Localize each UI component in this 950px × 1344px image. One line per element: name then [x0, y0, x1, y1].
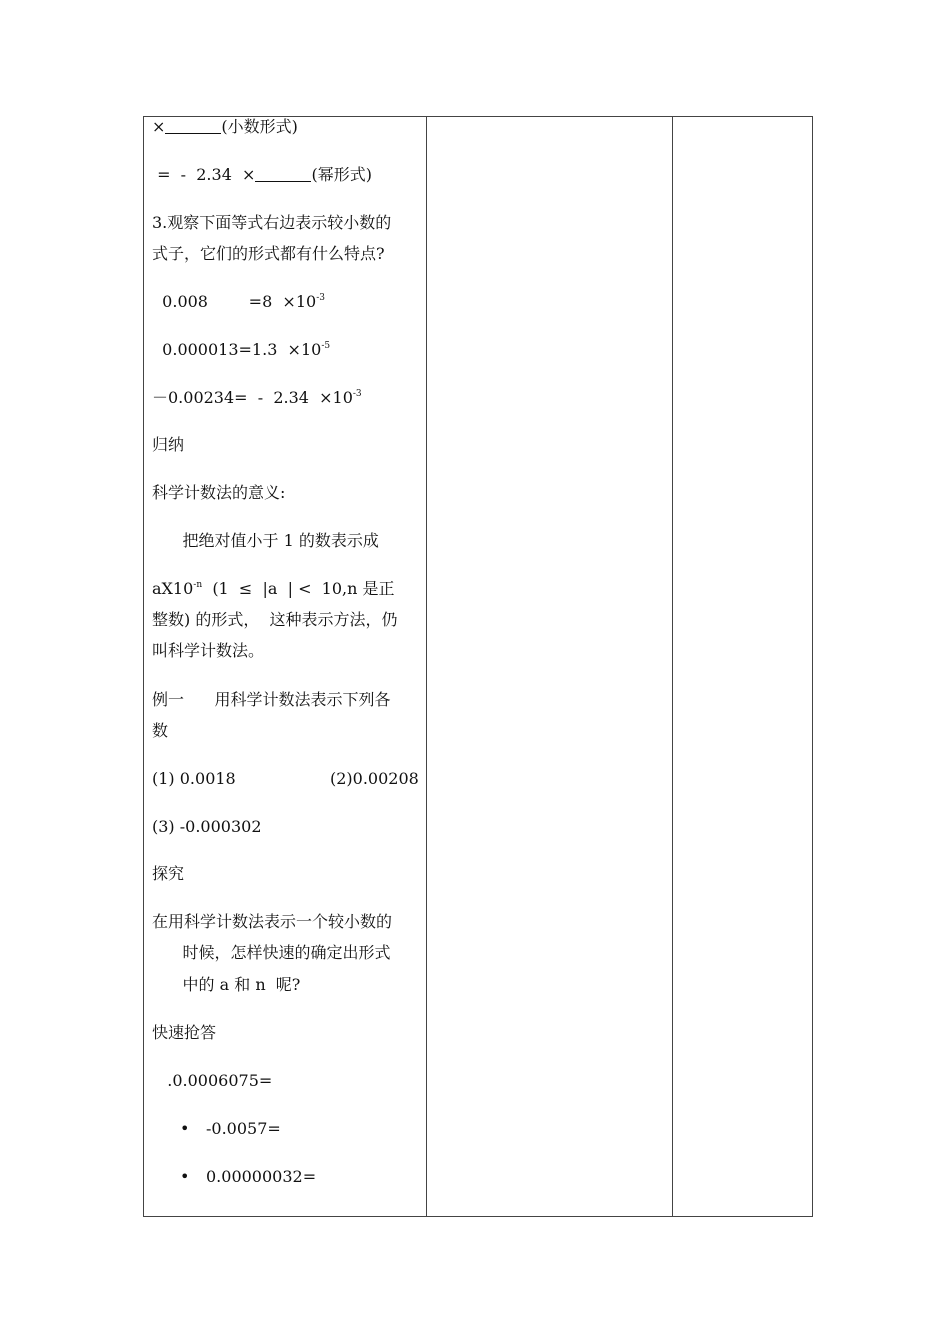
quick-item-2: • -0.0057=	[180, 1119, 281, 1138]
bullet-icon: •	[180, 1167, 190, 1186]
example-item-1: (1) 0.0018	[152, 769, 236, 788]
definition-line3: 整数) 的形式， 这种表示方法，仍	[152, 610, 398, 629]
line-decimal-form: × (小数形式)	[152, 117, 298, 136]
example-item-3: (3) -0.000302	[152, 817, 262, 836]
explore-line1: 在用科学计数法表示一个较小数的	[152, 912, 393, 931]
quick-item-1: .0.0006075=	[152, 1071, 273, 1090]
column-divider	[672, 117, 673, 1216]
quick-answer-heading: 快速抢答	[152, 1023, 217, 1042]
line-power-form: = - 2.34 × (幂形式)	[152, 165, 372, 184]
column-divider	[426, 117, 427, 1216]
equation-3: $-0.00234= - 2.34 \times 10^{-3}$	[152, 388, 362, 407]
equation-1: 0.008 $=8 \times 10^{-3}$	[152, 292, 325, 311]
example-line1: 例一 用科学计数法表示下列各	[152, 690, 391, 709]
explore-line2: 时候，怎样快速的确定出形式	[152, 943, 391, 962]
example-item-2: (2)0.00208	[330, 769, 419, 788]
meaning-heading: 科学计数法的意义:	[152, 483, 286, 502]
example-line2: 数	[152, 721, 169, 740]
equation-2: $0.000013=1.3 \times 10^{-5}$	[152, 340, 331, 359]
fill-blank	[165, 119, 221, 134]
summary-heading: 归纳	[152, 435, 185, 454]
lesson-table	[143, 116, 813, 1217]
definition-line2: $aX10^{-n}$ (1 ≤ |a | < 10,n 是正	[152, 579, 395, 598]
bullet-icon: •	[180, 1119, 190, 1138]
fill-blank	[255, 167, 311, 182]
explore-line3: 中的 a 和 n 呢?	[152, 975, 301, 994]
quick-item-3: • 0.00000032=	[180, 1167, 317, 1186]
question-3-line1: 3.观察下面等式右边表示较小数的	[152, 213, 392, 232]
question-3-line2: 式子，它们的形式都有什么特点?	[152, 244, 385, 263]
content-cell	[144, 117, 426, 1216]
definition-line4: 叫科学计数法。	[152, 641, 265, 660]
definition-line1: 把绝对值小于 1 的数表示成	[152, 531, 379, 550]
explore-heading: 探究	[152, 864, 185, 883]
